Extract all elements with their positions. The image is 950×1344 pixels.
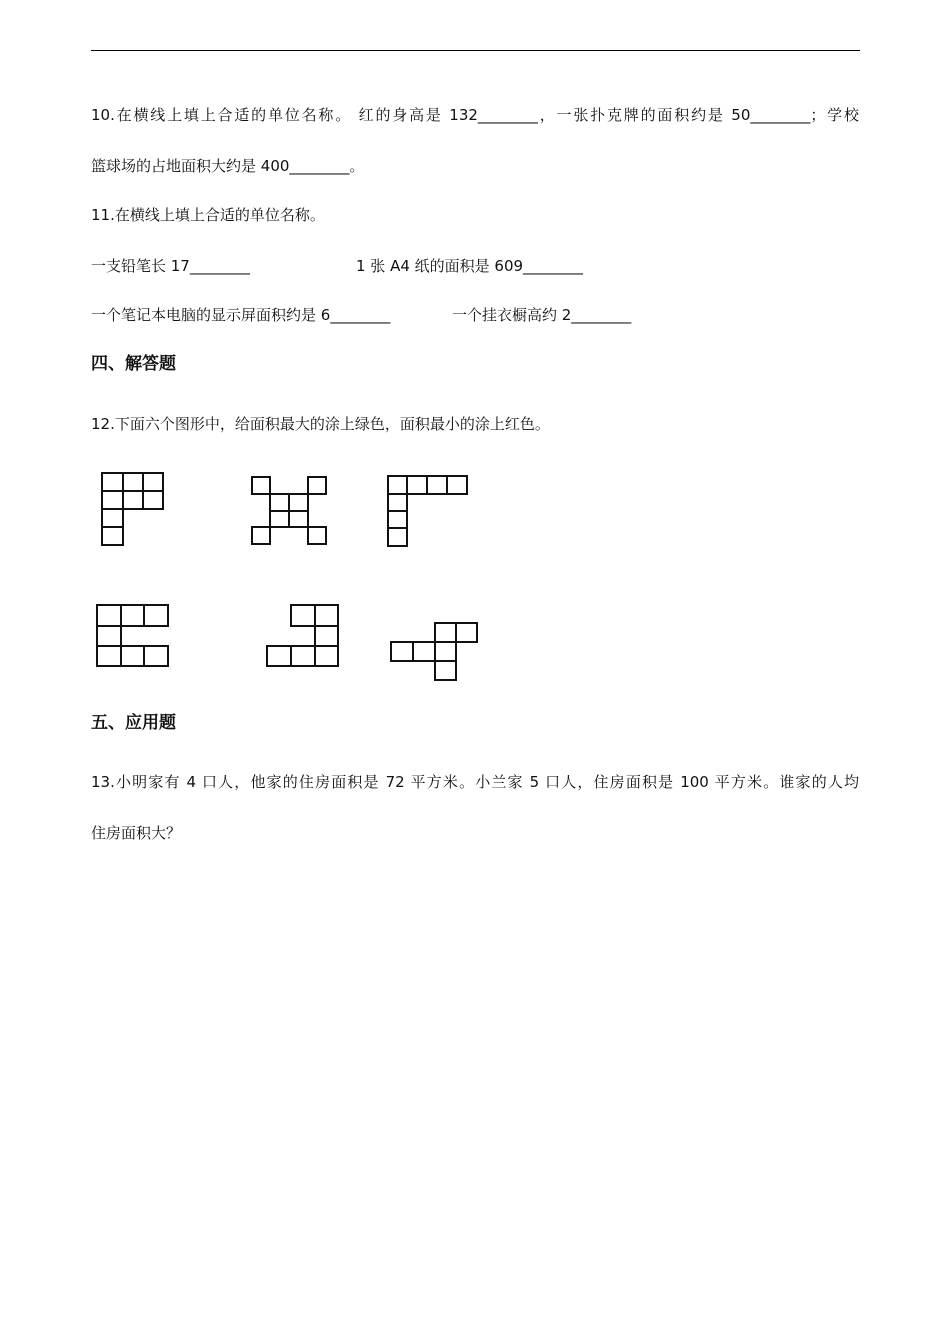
q10-line-1: 10.在横线上填上合适的单位名称。 红的身高是 132________，一张扑克牌的面积约是 50________；学校 bbox=[91, 106, 859, 124]
q10-line-2: 篮球场的占地面积大约是 400________。 bbox=[91, 157, 365, 175]
shape-2 bbox=[252, 477, 326, 544]
q11-item-pencil: 一支铅笔长 17________ bbox=[91, 257, 250, 275]
shape-6 bbox=[391, 623, 477, 680]
header-rule bbox=[91, 50, 860, 51]
q12-text: 12.下面六个图形中，给面积最大的涂上绿色，面积最小的涂上红色。 bbox=[91, 415, 550, 433]
shape-3 bbox=[388, 476, 467, 546]
q13-line-2: 住房面积大？ bbox=[91, 824, 182, 842]
section-4-title: 四、解答题 bbox=[91, 354, 176, 374]
q11-title: 11.在横线上填上合适的单位名称。 bbox=[91, 206, 325, 224]
q11-item-a4: 1 张 A4 纸的面积是 609________ bbox=[356, 257, 584, 275]
section-5-title: 五、应用题 bbox=[91, 713, 176, 733]
q11-item-wardrobe: 一个挂衣橱高约 2________ bbox=[452, 306, 632, 324]
shape-1 bbox=[102, 473, 163, 545]
shape-4 bbox=[97, 605, 168, 666]
q13-line-1: 13.小明家有 4 口人，他家的住房面积是 72 平方米。小兰家 5 口人，住房面积是 100 平方米。谁家的人均 bbox=[91, 773, 859, 791]
shape-5 bbox=[267, 605, 338, 666]
q11-item-laptop: 一个笔记本电脑的显示屏面积约是 6________ bbox=[91, 306, 391, 324]
